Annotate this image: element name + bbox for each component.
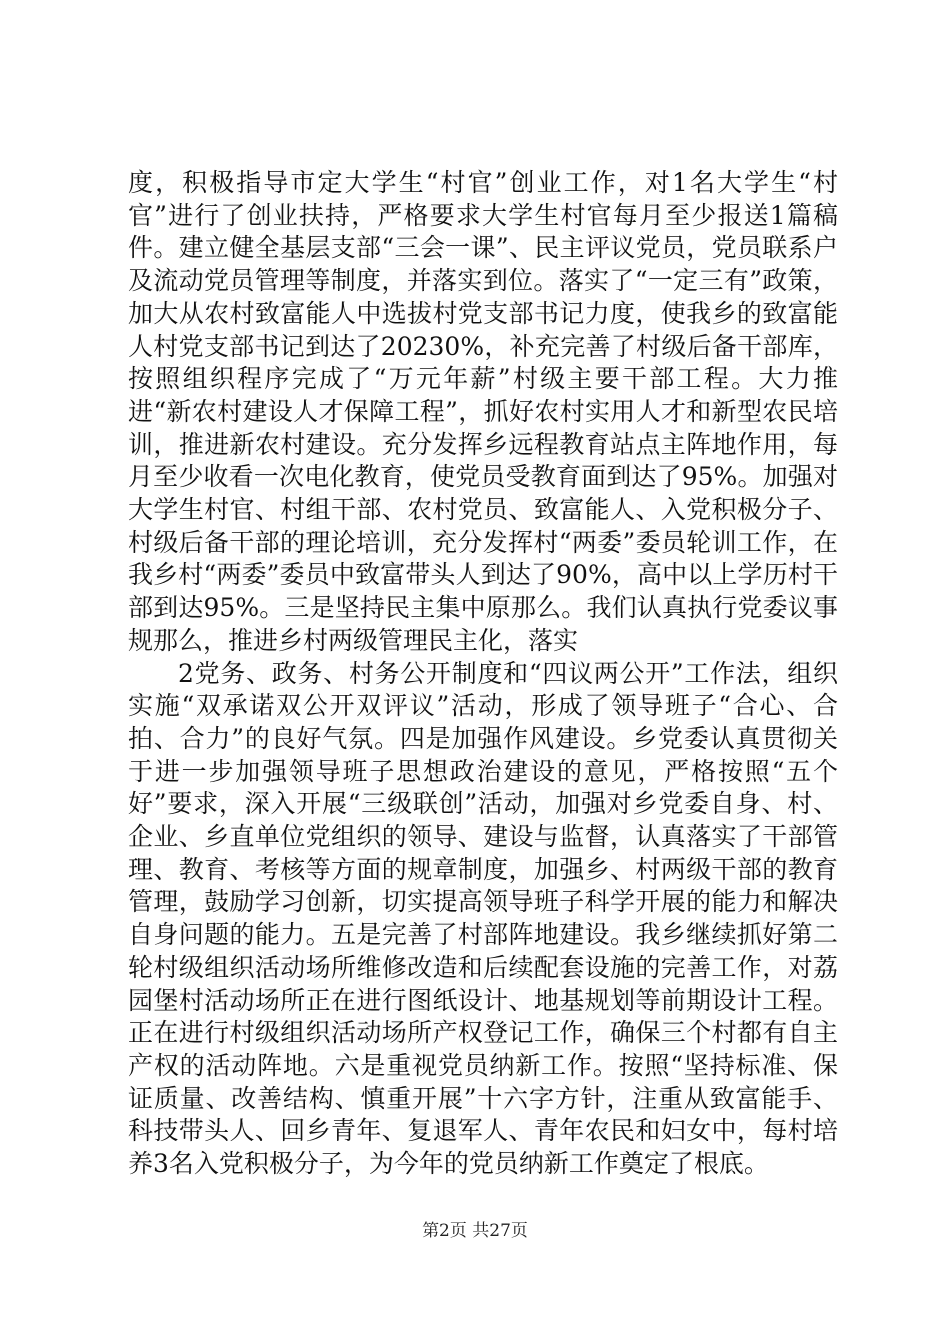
paragraph-1: 度，积极指导市定大学生“村官”创业工作，对1名大学生“村官”进行了创业扶持，严格要求大学生村官每月至少报送1篇稿件。建立健全基层支部“三会一课”、民主评议党员，党员联系户及流动党员管理等制度，并落实到位。落实了“一定三有”政策，加大从农村致富能人中选拔村党支部书记力度，使我乡的致富能人村党支部书记到达了20230%，补充完善了村级后备干部库，按照组织程序完成了“万元年薪”村级主要干部工程。大力推进“新农村建设人才保障工程”，抓好农村实用人才和新型农民培训，推进新农村建设。充分发挥乡远程教育站点主阵地作用，每月至少收看一次电化教育，使党员受教育面到达了95%。加强对大学生村官、村组干部、农村党员、致富能人、入党积极分子、村级后备干部的理论培训，充分发挥村“两委”委员轮训工作，在我乡村“两委”委员中致富带头人到达了90%，高中以上学历村干部到达95%。三是坚持民主集中原那么。我们认真执行党委议事规那么，推进乡村两级管理民主化，落实 — [128, 168, 838, 655]
page-number: 第2页 共27页 — [422, 1221, 528, 1241]
document-body — [128, 167, 838, 1181]
paragraph-2: 2党务、政务、村务公开制度和“四议两公开”工作法，组织实施“双承诺双公开双评议”活动，形成了领导班子“合心、合拍、合力”的良好气氛。四是加强作风建设。乡党委认真贯彻关于进一步加强领导班子思想政治建设的意见，严格按照“五个好”要求，深入开展“三级联创”活动，加强对乡党委自身、村、企业、乡直单位党组织的领导、建设与监督，认真落实了干部管理、教育、考核等方面的规章制度，加强乡、村两级干部的教育管理，鼓励学习创新，切实提高领导班子科学开展的能力和解决自身问题的能力。五是完善了村部阵地建设。我乡继续抓好第二轮村级组织活动场所维修改造和后续配套设施的完善工作，对荔园堡村活动场所正在进行图纸设计、地基规划等前期设计工程。正在进行村级组织活动场所产权登记工作，确保三个村都有自主产权的活动阵地。六是重视党员纳新工作。按照“坚持标准、保证质量、改善结构、慎重开展”十六字方针，注重从致富能手、科技带头人、回乡青年、复退军人、青年农民和妇女中，每村培养3名入党积极分子，为今年的党员纳新工作奠定了根底。 — [128, 658, 838, 1179]
